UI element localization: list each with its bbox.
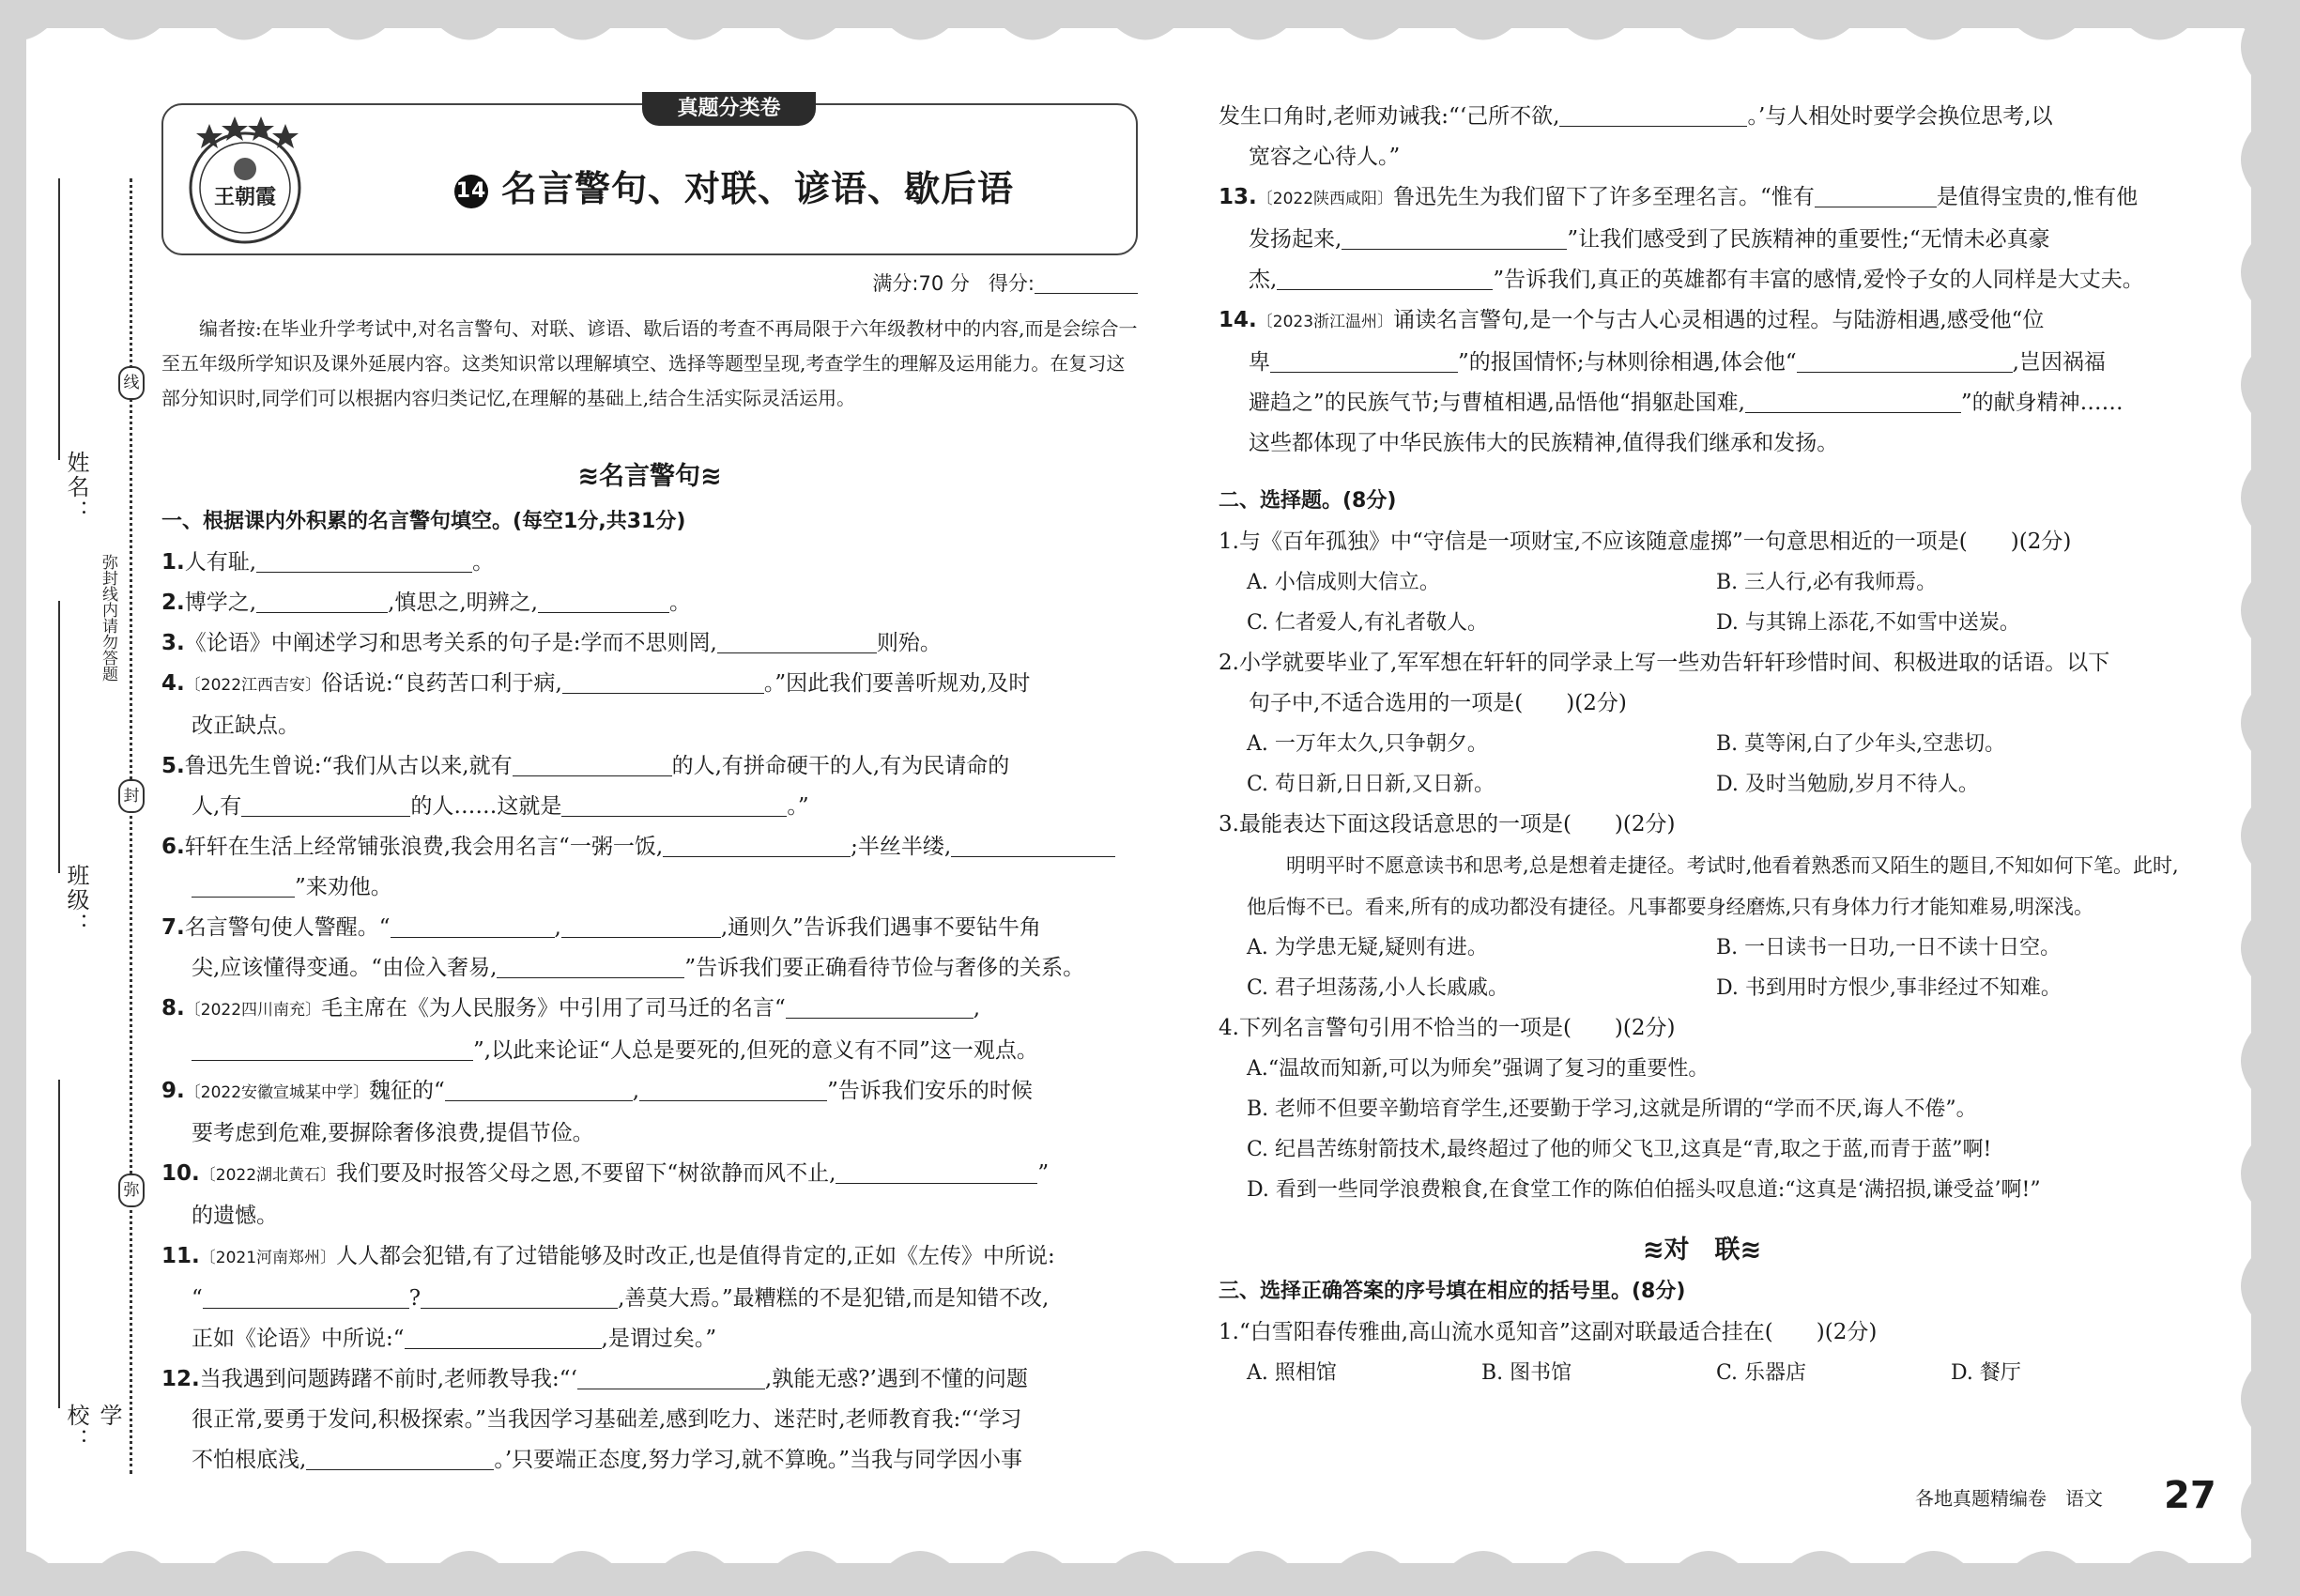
question-5: 5.鲁迅先生曾说:“我们从古以来,就有 的人,有拼命硬干的人,有为民请命的 人,有 的人……这就是 。” [161, 754, 1010, 819]
answer-blank[interactable] [256, 591, 388, 613]
answer-blank[interactable] [836, 1161, 1037, 1184]
class-label: 班级： [63, 864, 89, 937]
question-8: 8.〔2022四川南充〕毛主席在《为人民服务》中引用了司马迁的名言“ , ”,以此来论证“人总是要死的,但死的意义有不同”这一观点。 [161, 996, 1038, 1063]
answer-blank[interactable] [306, 1448, 494, 1470]
choice-3-options-2 [1219, 968, 2185, 1008]
answer-blank[interactable] [192, 875, 295, 898]
option-c[interactable]: C. 君子坦荡荡,小人长戚戚。 [1247, 976, 1510, 1000]
question-12-continued: 发生口角时,老师劝诫我:“‘己所不欲, 。’与人相处时要学会换位思考,以 宽容之心待人。” [1219, 104, 2053, 169]
answer-blank[interactable] [405, 1327, 602, 1349]
choice-4-option-d-row [1219, 1170, 2185, 1210]
part-one-heading: 一、根据课内外积累的名言警句填空。(每空1分,共31分) [161, 510, 686, 533]
category-tab: 真题分类卷 [642, 92, 816, 126]
left-column [161, 97, 1138, 1481]
choice-1-stem: 1.与《百年孤独》中“守信是一项财宝,不应该随意虚掷”一句意思相近的一项是( )(2分) [1219, 529, 2072, 554]
answer-blank[interactable] [497, 956, 684, 978]
seal-char-mi: 弥 [118, 1174, 145, 1207]
answer-blank[interactable] [1797, 350, 2013, 373]
name-line [58, 178, 60, 460]
couplet-1-options [1219, 1353, 2185, 1393]
choice-4-stem: 4.下列名言警句引用不恰当的一项是( )(2分) [1219, 1016, 1676, 1040]
option-b[interactable]: B. 一日读书一日功,一日不读十日空。 [1716, 936, 2062, 959]
answer-blank[interactable] [1815, 185, 1937, 207]
section-title-maxims: ≋名言警句≋ [577, 462, 722, 491]
question-14: 14.〔2023浙江温州〕诵读名言警句,是一个与古人心灵相遇的过程。与陆游相遇,感受他“位 卑 ”的报国情怀;与林则徐相遇,体会他“ ,岂因祸福 避趋之”的民族气节;与曹植相遇,品悟他“捐躯赴国难, ”的献身精神…… 这些都体现了中华民族伟大的民族精神,值得我们继承和发扬。 [1219, 308, 2124, 455]
choice-3-stem: 3.最能表达下面这段话意思的一项是( )(2分) [1219, 812, 1676, 836]
question-7: 7.名言警句使人警醒。“ , ,通则久”告诉我们遇事不要钻牛角 尖,应该懂得变通。“由俭入奢易, ”告诉我们要正确看待节俭与奢侈的关系。 [161, 915, 1085, 980]
chapter-title: 名言警句、对联、谚语、歇后语 [501, 168, 1015, 209]
question-6: 6.轩轩在生活上经常铺张浪费,我会用名言“一粥一饭, ;半丝半缕, ”来劝他。 [161, 827, 1138, 908]
question-1: 1.人有耻, 。 [161, 550, 495, 575]
option-a[interactable]: A. 一万年太久,只争朝夕。 [1247, 732, 1488, 756]
couplet-1-stem: 1.“白雪阳春传雅曲,高山流水觅知音”这副对联最适合挂在( )(2分) [1219, 1320, 1878, 1344]
binding-margin [56, 178, 150, 1474]
question-3: 3.《论语》中阐述学习和思考关系的句子是:学而不思则罔, 则殆。 [161, 631, 942, 655]
option-d[interactable]: D. 餐厅 [1951, 1361, 2021, 1385]
choice-2-options [1219, 724, 2185, 764]
option-a[interactable]: A.“温故而知新,可以为师矣”强调了复习的重要性。 [1247, 1057, 1710, 1081]
answer-blank[interactable] [241, 794, 410, 817]
choice-4-option-c-row [1219, 1129, 2185, 1170]
answer-blank[interactable] [391, 915, 555, 938]
answer-blank[interactable] [639, 1079, 827, 1101]
score-total: 满分:70 分 [872, 272, 970, 295]
option-c[interactable]: C. 苟日新,日日新,又日新。 [1247, 773, 1495, 796]
choice-3-options [1219, 928, 2185, 968]
footer-text: 各地真题精编卷 语文 [1915, 1487, 2103, 1510]
choice-4-option-a-row [1219, 1049, 2185, 1089]
choice-1-options-2 [1219, 603, 2185, 643]
class-line [58, 601, 60, 873]
score-blank[interactable] [1035, 271, 1138, 294]
svg-text:王朝霞: 王朝霞 [213, 185, 277, 209]
section-title-couplets: ≋对 联≋ [1642, 1235, 1762, 1265]
option-c[interactable]: C. 仁者爱人,有礼者敬人。 [1247, 611, 1489, 635]
question-9: 9.〔2022安徽宣城某中学〕魏征的“ , ”告诉我们安乐的时候 要考虑到危难,要摒除奢侈浪费,提倡节俭。 [161, 1079, 1033, 1145]
answer-blank[interactable] [1342, 227, 1567, 250]
choice-3-passage: 明明平时不愿意读书和思考,总是想着走捷径。考试时,他看着熟悉而又陌生的题目,不知如何下笔。此时,他后悔不已。看来,所有的成功都没有捷径。凡事都要身经磨炼,只有身体力行才能知难易,明深浅。 [1247, 854, 2179, 918]
option-a[interactable]: A. 为学患无疑,疑则有进。 [1247, 936, 1488, 959]
question-11: 11.〔2021河南郑州〕人人都会犯错,有了过错能够及时改正,也是值得肯定的,正如《左传》中所说: “ ? ,善莫大焉。”最糟糕的不是犯错,而是知错不改, 正如《论语》中所说:“ ,是谓过矣。” [161, 1244, 1055, 1351]
answer-blank[interactable] [1745, 391, 1961, 413]
answer-blank[interactable] [1559, 104, 1747, 127]
question-4: 4.〔2022江西吉安〕俗话说:“良药苦口利于病, 。”因此我们要善听规劝,及时 改正缺点。 [161, 671, 1031, 738]
option-b[interactable]: B. 三人行,必有我师焉。 [1716, 571, 1938, 594]
answer-blank[interactable] [951, 835, 1115, 857]
option-d[interactable]: D. 书到用时方恨少,事非经过不知难。 [1716, 976, 2062, 1000]
title-box [161, 97, 1138, 255]
editor-note: 编者按:在毕业升学考试中,对名言警句、对联、谚语、歇后语的考查不再局限于六年级教材中的内容,而是会综合一至五年级所学知识及课外延展内容。这类知识常以理解填空、选择等题型呈现,考查学生的理解及运用能力。在复习这部分知识时,同学们可以根据内容归类记忆,在理解的基础上,结合生活实际灵活运用。 [161, 317, 1138, 409]
choice-4-option-b-row [1219, 1089, 2185, 1129]
answer-blank[interactable] [1270, 350, 1458, 373]
option-d[interactable]: D. 看到一些同学浪费粮食,在食堂工作的陈伯伯摇头叹息道:“这真是‘满招损,谦受益’啊!” [1247, 1178, 2041, 1202]
answer-blank[interactable] [663, 835, 851, 857]
question-10: 10.〔2022湖北黄石〕我们要及时报答父母之恩,不要留下“树欲静而风不止, ” 的遗憾。 [161, 1161, 1050, 1228]
answer-blank[interactable] [256, 550, 472, 573]
part-three-heading: 三、选择正确答案的序号填在相应的括号里。(8分) [1219, 1280, 1686, 1303]
option-d[interactable]: D. 与其锦上添花,不如雪中送炭。 [1716, 611, 2020, 635]
answer-blank[interactable] [561, 794, 787, 817]
answer-blank[interactable] [421, 1286, 618, 1309]
option-b[interactable]: B. 图书馆 [1481, 1361, 1572, 1385]
page-number: 27 [2164, 1474, 2216, 1517]
option-a[interactable]: A. 照相馆 [1247, 1361, 1337, 1385]
choice-2-stem: 2.小学就要毕业了,军军想在轩轩的同学录上写一些劝告轩轩珍惜时间、积极进取的话语。以下 句子中,不适合选用的一项是( )(2分) [1219, 651, 2110, 715]
choice-1-options [1219, 562, 2185, 603]
answer-blank[interactable] [1277, 268, 1493, 290]
seal-note: 弥封线内请勿答题 [99, 554, 117, 682]
publisher-logo [182, 115, 309, 246]
answer-blank[interactable] [445, 1079, 633, 1101]
option-d[interactable]: D. 及时当勉励,岁月不待人。 [1716, 773, 1979, 796]
question-2: 2.博学之, ,慎思之,明辨之, 。 [161, 591, 691, 615]
chapter-number: 14 [454, 175, 488, 208]
answer-blank[interactable] [786, 996, 974, 1019]
right-column [1219, 97, 2185, 1393]
answer-blank[interactable] [203, 1286, 409, 1309]
question-12: 12.当我遇到问题踌躇不前时,老师教导我:“‘ ,孰能无惑?’遇到不懂的问题 很正常,要勇于发问,积极探索。”当我因学习基础差,感到吃力、迷茫时,老师教育我:“‘学习 不怕根底浅, 。’只要端正态度,努力学习,就不算晚。”当我与同学因小事 [161, 1367, 1028, 1472]
score-label: 得分: [988, 272, 1035, 295]
answer-blank[interactable] [577, 1367, 765, 1389]
school-label: 学校： [63, 1404, 122, 1452]
page-title [454, 160, 1014, 211]
score-line [161, 269, 1138, 297]
question-13: 13.〔2022陕西咸阳〕鲁迅先生为我们留下了许多至理名言。“惟有 是值得宝贵的,惟有他 发扬起来, ”让我们感受到了民族精神的重要性;“无情未必真豪 杰, ”告诉我们,真正的英雄都有丰富的感情,爱怜子女的人同样是大丈夫。 [1219, 185, 2144, 292]
option-b[interactable]: B. 老师不但要辛勤培育学生,还要勤于学习,这就是所谓的“学而不厌,诲人不倦”。 [1247, 1097, 1977, 1121]
answer-blank[interactable] [538, 591, 669, 613]
seal-char-feng: 封 [118, 779, 145, 813]
name-label: 姓名： [63, 451, 89, 524]
answer-blank[interactable] [192, 1038, 473, 1061]
option-a[interactable]: A. 小信成则大信立。 [1247, 571, 1440, 594]
choice-2-options-2 [1219, 764, 2185, 805]
school-line [58, 1080, 60, 1408]
seal-char-line: 线 [118, 366, 145, 400]
option-b[interactable]: B. 莫等闲,白了少年头,空悲切。 [1716, 732, 2006, 756]
answer-blank[interactable] [562, 671, 764, 694]
part-two-heading: 二、选择题。(8分) [1219, 489, 1397, 513]
answer-blank[interactable] [717, 631, 877, 653]
option-c[interactable]: C. 纪昌苦练射箭技术,最终超过了他的师父飞卫,这真是“青,取之于蓝,而青于蓝”啊! [1247, 1138, 1992, 1161]
option-c[interactable]: C. 乐器店 [1716, 1361, 1807, 1385]
answer-blank[interactable] [513, 754, 672, 776]
answer-blank[interactable] [561, 915, 721, 938]
